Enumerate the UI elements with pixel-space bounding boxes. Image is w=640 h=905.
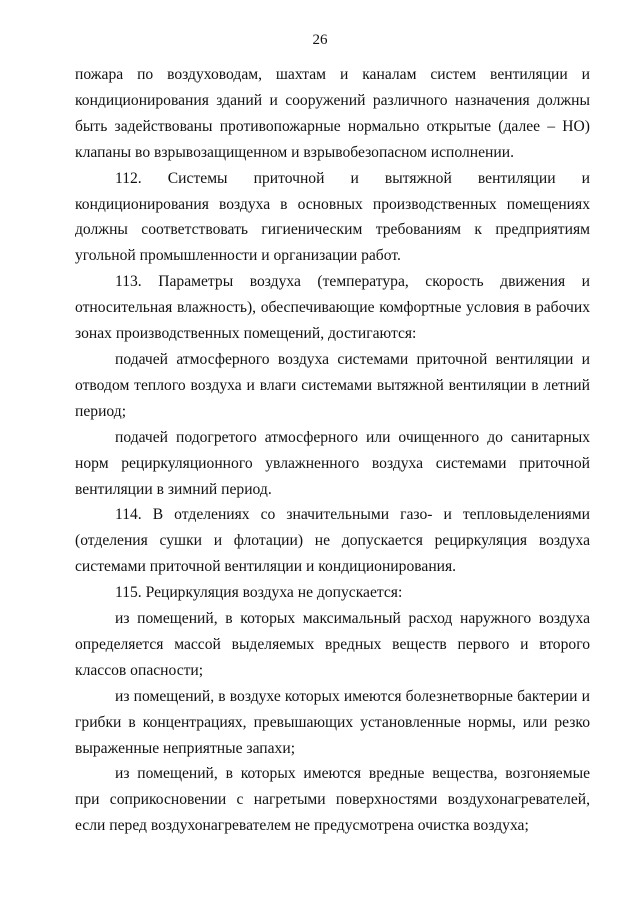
paragraph-114: 114. В отделениях со значительными газо- и тепловыделениями (отделения сушки и флотации) не допускается рециркуляция воздуха системами приточной вентиляции и кондиционирования.	[75, 506, 590, 576]
page-number: 26	[312, 32, 328, 48]
paragraph-continuation: пожара по воздуховодам, шахтам и каналам систем вентиляции и кондиционирования зданий и сооружений различного назначения должны быть задействованы противопожарные нормально открытые (далее – НО) клапаны во взрывозащищенном и взрывобезопасном исполнении.	[75, 66, 590, 161]
paragraph-113-item-winter: подачей подогретого атмосферного или очищенного до санитарных норм рециркуляционного увлажненного воздуха системами приточной вентиляции в зимний период.	[75, 428, 590, 498]
paragraph-115-item-hazard-classes: из помещений, в которых максимальный расход наружного воздуха определяется массой выделяемых вредных веществ первого и второго классов опасности;	[75, 610, 590, 679]
paragraph-115-item-sublimating: из помещений, в которых имеются вредные вещества, возгоняемые при соприкосновении с нагретыми поверхностями воздухонагревателей, если перед воздухонагревателем не предусмотрена очистка воздуха;	[75, 765, 590, 835]
document-body	[75, 62, 590, 839]
paragraph-113: 113. Параметры воздуха (температура, скорость движения и относительная влажность), обеспечивающие комфортные условия в рабочих зонах производственных помещений, достигаются:	[75, 273, 590, 343]
paragraph-113-item-summer: подачей атмосферного воздуха системами приточной вентиляции и отводом теплого воздуха и влаги системами вытяжной вентиляции в летний период;	[75, 350, 590, 420]
paragraph-115: 115. Рециркуляция воздуха не допускается:	[115, 584, 403, 602]
paragraph-115-item-bacteria: из помещений, в воздухе которых имеются болезнетворные бактерии и грибки в концентрациях, превышающих установленные нормы, или резко выраженные неприятные запахи;	[75, 687, 590, 757]
paragraph-112: 112. Системы приточной и вытяжной вентиляции и кондиционирования воздуха в основных производственных помещениях должны соответствовать гигиеническим требованиям к предприятиям угольной промышленности и организации работ.	[75, 169, 590, 265]
